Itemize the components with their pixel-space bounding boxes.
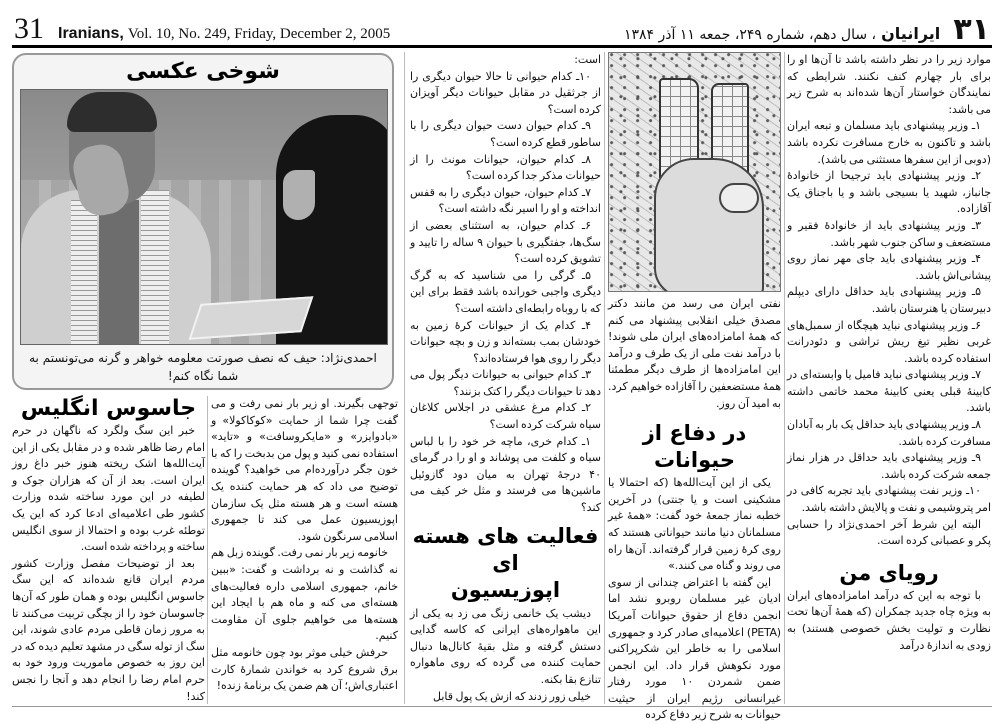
minister-condition: ۶ـ وزیر پیشنهادی نباید هیچگاه از سمبل‌های غربی نظیر تیغ ریش تراشی و دئودرانت استفاده کرده باشد. [787,318,991,365]
minister-condition: ۳ـ وزیر پیشنهادی باید از خانوادهٔ فقیر و مستضعف و ساکن جنوب شهر باشد. [787,218,991,249]
photo-woman-face [283,170,315,220]
animal-headline: در دفاع از حیوانات [642,421,747,473]
question-item: ۴ـ کدام یک از حیوانات کرهٔ زمین به خودشان بمب بسته‌اند و زن و بچه حیوانات دیگر را روی هوا فرستاده‌اند؟ [410,318,601,365]
nuclear-continued-paragraph: حرفش خیلی موثر بود چون خانومه مثل برق شروع کرد به خواندن شمارهٔ کارت اعتباری‌اش؛ آن هم ضمن یک برنامهٔ زنده! [211,645,398,693]
photo-caption: احمدی‌نژاد: حیف که نصف صورتت معلومه خواهر و گرنه می‌تونستم به شما نگاه کنم! [29,351,377,383]
minister-condition: ۴ـ وزیر پیشنهادی باید جای مهر نماز روی پیشانی‌اش باشد. [787,252,991,282]
minister-condition: ۲ـ وزیر پیشنهادی باید ترجیحا از خانوادهٔ جانباز، شهید یا بسیجی باشد و یا باجناق یک آقازاده. [787,169,991,216]
questions-article [410,52,601,705]
hand-cartoon [608,52,781,292]
spy-paragraph: بعد از توضیحات مفصل وزارت کشور مردم ایران قانع شده‌اند که این سگ جاسوس انگلیس بوده و همان طور که آن‌ها جاسوسان خود را از بچگی تربیت می‌کنند تا به مرور زمان قاطی مردم عادی شوند، این سگ از توله سگی در مشهد تعلیم دیده که در این روز به خصوص ماموریت ورود خود به حرم امام رضا را انجام دهد و آنجا را نجس کند! [12,556,205,703]
minister-article [787,52,991,654]
minister-condition: ۷ـ وزیر پیشنهادی نباید فامیل یا وابسته‌ای در کابینهٔ قبلی یعنی کابینهٔ محمد خاتمی داشته باشد. [787,368,991,415]
column-rule [404,52,405,704]
oil-continued-body [608,296,781,412]
issue-line-fa: ، سال دهم، شماره ۲۴۹، جمعه ۱۱ آذر ۱۳۸۴ [623,27,877,43]
page-number: 31 [14,12,44,45]
nuclear-continued-body [211,396,398,695]
cartoon-column [608,52,781,724]
spy-paragraph: خبر این سگ ولگرد که ناگهان در حرم امام رضا ظاهر شده و در مقابل یکی از این آیت‌الله‌ها اشک ریخته هنوز خبر داغ روز ایران است. بعد از آن که هزاران جوک و لطیفه در این مورد ساخته شده وزارت کشور طی اعلامیه‌ای ادعا کرد که این یک توطئه غرب بوده و احتمالا از سوی انگلیس ساخته و پرداخته شده است. [12,424,205,554]
dream-paragraph: با توجه به این که درآمد امامزاده‌های ایران به ویژه چاه جدید جمکران (که همهٔ آن‌ها تحت نظارت و تولیت بخش خصوصی هستند) به زودی به اندازهٔ درآمد [787,588,991,652]
question-item: ۶ـ کدام حیوان، به استثنای بعضی از سگ‌ها، جفتگیری با حیوان ۹ ساله را تایید و تشویق کرده است؟ [410,218,601,266]
nuclear-paragraph: دیشب یک خانمی زنگ می زد به یکی از این ماهواره‌های ایرانی که کاسه گدایی دستش گرفته و مثل بقیهٔ کانال‌ها دنبال حمایت کننده می گرده که روی ماهواره تنازع بقا بکنه. [410,606,601,686]
paper-name-fa: ایرانیان [881,24,941,43]
spy-article [12,396,205,705]
animal-body [608,475,781,724]
nuclear-headline-line1: فعالیت های هسته ای [412,523,599,575]
spy-headline: جاسوس انگلیس [20,396,197,421]
dream-headline: رویای من [839,560,939,585]
masthead-persian [624,12,990,47]
dream-body [787,588,991,654]
question-item: ۸ـ کدام حیوان، حیوانات مونث را از حیوانات مذکر جدا کرده است؟ [410,152,601,183]
animal-article [608,420,781,724]
minister-body [787,52,991,550]
news-photo [20,89,388,345]
nuclear-article [410,523,601,706]
nuclear-headline-line2: اپوزیسیون [450,577,561,602]
dream-article [787,560,991,654]
photo-joke-title: شوخی عکسی [126,59,280,84]
issue-line: Vol. 10, No. 249, Friday, December 2, 2005 [127,26,391,42]
question-item: ۲ـ کدام مرغ عشقی در اجلاس کلاغان سیاه شرکت کرده است؟ [410,401,601,432]
questions-body [410,52,601,517]
minister-condition: ۸ـ وزیر پیشنهادی باید حداقل یک بار به آبادان مسافرت کرده باشد. [787,418,991,448]
animal-paragraph: یکی از این آیت‌الله‌ها (که احتمالا یا مشکینی است و یا جنتی) در آخرین خطبه نماز جمعهٔ خود گفت: «همهٔ غیر مسلمانان دنیا مانند حیواناتی هستند که روی کرهٔ زمین قرار گرفته‌اند. آن‌ها راه می روند و گناه می کنند.» [608,476,781,573]
question-item: ۵ـ گرگی را می شناسید که به گرگ دیگری واجبی خورانده باشد فقط برای این که با روباه رابطه‌ای داشته است؟ [410,268,601,315]
column-rule [604,52,605,704]
question-item: ۱۰ـ کدام حیوانی تا حالا حیوان دیگری را از جرثقیل در مقابل حیوانات دیگر آویزان کرده است؟ [410,69,601,116]
minister-condition: ۵ـ وزیر پیشنهادی باید حداقل دارای دیپلم دبیرستان یا هنرستان باشد. [787,285,991,315]
minister-paragraph: البته این شرط آخر احمدی‌نژاد را حسابی پکر و عصبانی کرده است. [787,517,991,548]
question-item: ۹ـ کدام حیوان دست حیوان دیگری را با ساطور قطع کرده است؟ [410,119,601,149]
nuclear-body [410,606,601,706]
nuclear-continued-paragraph: خانومه زیر بار نمی رفت. گوینده زبل هم نه گذاشت و نه برداشت و گفت: «ببین خانم، جمهوری اسلامی داره فعالیت‌های هسته‌ای می کنه و ماه هم با ایجاد این هسته‌ها می خواهیم جلوی آن مقاومت کنیم. [211,546,398,643]
oil-continued-paragraph: نفتی ایران می رسد من مانند دکتر مصدق خیلی انقلابی پیشنهاد می کنم که همهٔ امامزاده‌های ایران ملی شوند! با درآمد نفت ملی از یک طرف و درآمد این امامزاده‌ها از طرف دیگر مطمئنا همهٔ مستضعفین را آقازاده خواهیم کرد. به امید آن روز. [608,297,781,410]
column-rule [207,396,208,704]
bottom-rule [12,706,992,707]
question-item: ۳ـ کدام حیوانی به حیوانات دیگر پول می دهد تا حیوانات دیگر را کتک بزنند؟ [410,368,601,398]
question-item: ۷ـ کدام حیوان، حیوان دیگری را به قفس انداخته و او را اسیر نگه داشته است؟ [410,185,601,216]
nuclear-paragraph: خیلی زور زدند که ازش یک پول قابل [433,689,591,703]
spy-body [12,423,205,705]
photo-man-hair [67,92,157,132]
minister-condition: ۹ـ وزیر پیشنهادی باید حداقل در هزار نماز جمعه شرکت کرده باشد. [787,451,991,481]
nuclear-headline [410,523,601,604]
nuclear-continued-paragraph: توجهی بگیرند. او زیر بار نمی رفت و می گفت چرا شما از حمایت «کوکاکولا» و «بادوایزر» و «مایکروسافت» و «تاید» استفاده نمی کنید و پول من بدبخت را که با خون جگر درآورده‌ام می خواهید؟ گوینده توضیح می داد که هر حمایت کننده یک هسته است و هر هسته مثل یک سازمان اپوزیسیون عمل می کند تا جمهوری اسلامی سرنگون شود. [211,397,398,543]
photo-scarf-left [71,200,97,345]
minister-paragraph: موارد زیر را در نظر داشته باشد تا آن‌ها او را برای بار چهارم کنف نکنند. شرایطی که نمایندگان خواستار آن‌ها شده‌اند به شرح زیر می باشد: [787,53,991,116]
minister-condition: ۱ـ وزیر پیشنهادی باید مسلمان و تبعه ایران باشد و تاکنون به خارج مسافرت نکرده باشد (دوبی از این سفرها مستثنی می باشد). [787,119,991,166]
masthead-english [14,12,390,46]
cartoon-knuckle [719,183,759,213]
photo-joke-box [12,53,394,390]
paper-name: Iranians, [58,25,124,42]
masthead [12,8,992,48]
animal-paragraph: این گفته با اعتراض چندانی از سوی ادیان غیر مسلمان روبرو نشد اما انجمن دفاع از حقوق حیوانات آمریکا (PETA) اعلامیه‌ای صادر کرد و جمهوری اسلامی را به خاطر این شکرپراکنی مورد نکوهش قرار داد. این انجمن ضمن شمردن ۱۰ مورد رفتار غیرانسانی رژیم ایران از حیثیت حیوانات به شرح زیر دفاع کرده [608,575,781,722]
column-rule [784,52,785,704]
page-number-fa: ۳۱ [953,12,990,47]
minister-condition: ۱۰ـ وزیر نفت پیشنهادی باید تجربه کافی در امر پتروشیمی و نفت و پالایش داشته باشد. [787,484,991,515]
questions-intro: است: [574,53,601,66]
nuclear-article-continued [211,396,398,695]
question-item: ۱ـ کدام خری، ماچه خر خود را با لباس سیاه و کلفت می پوشاند و او را در گرمای ۴۰ درجهٔ تهران به میان دود گازوئیل ماشین‌ها می فرستد و مثل خر کیف می کند؟ [410,434,601,515]
photo-scarf-right [141,190,169,345]
photo-man-shirt [99,200,139,345]
cartoon-fist [654,158,764,292]
